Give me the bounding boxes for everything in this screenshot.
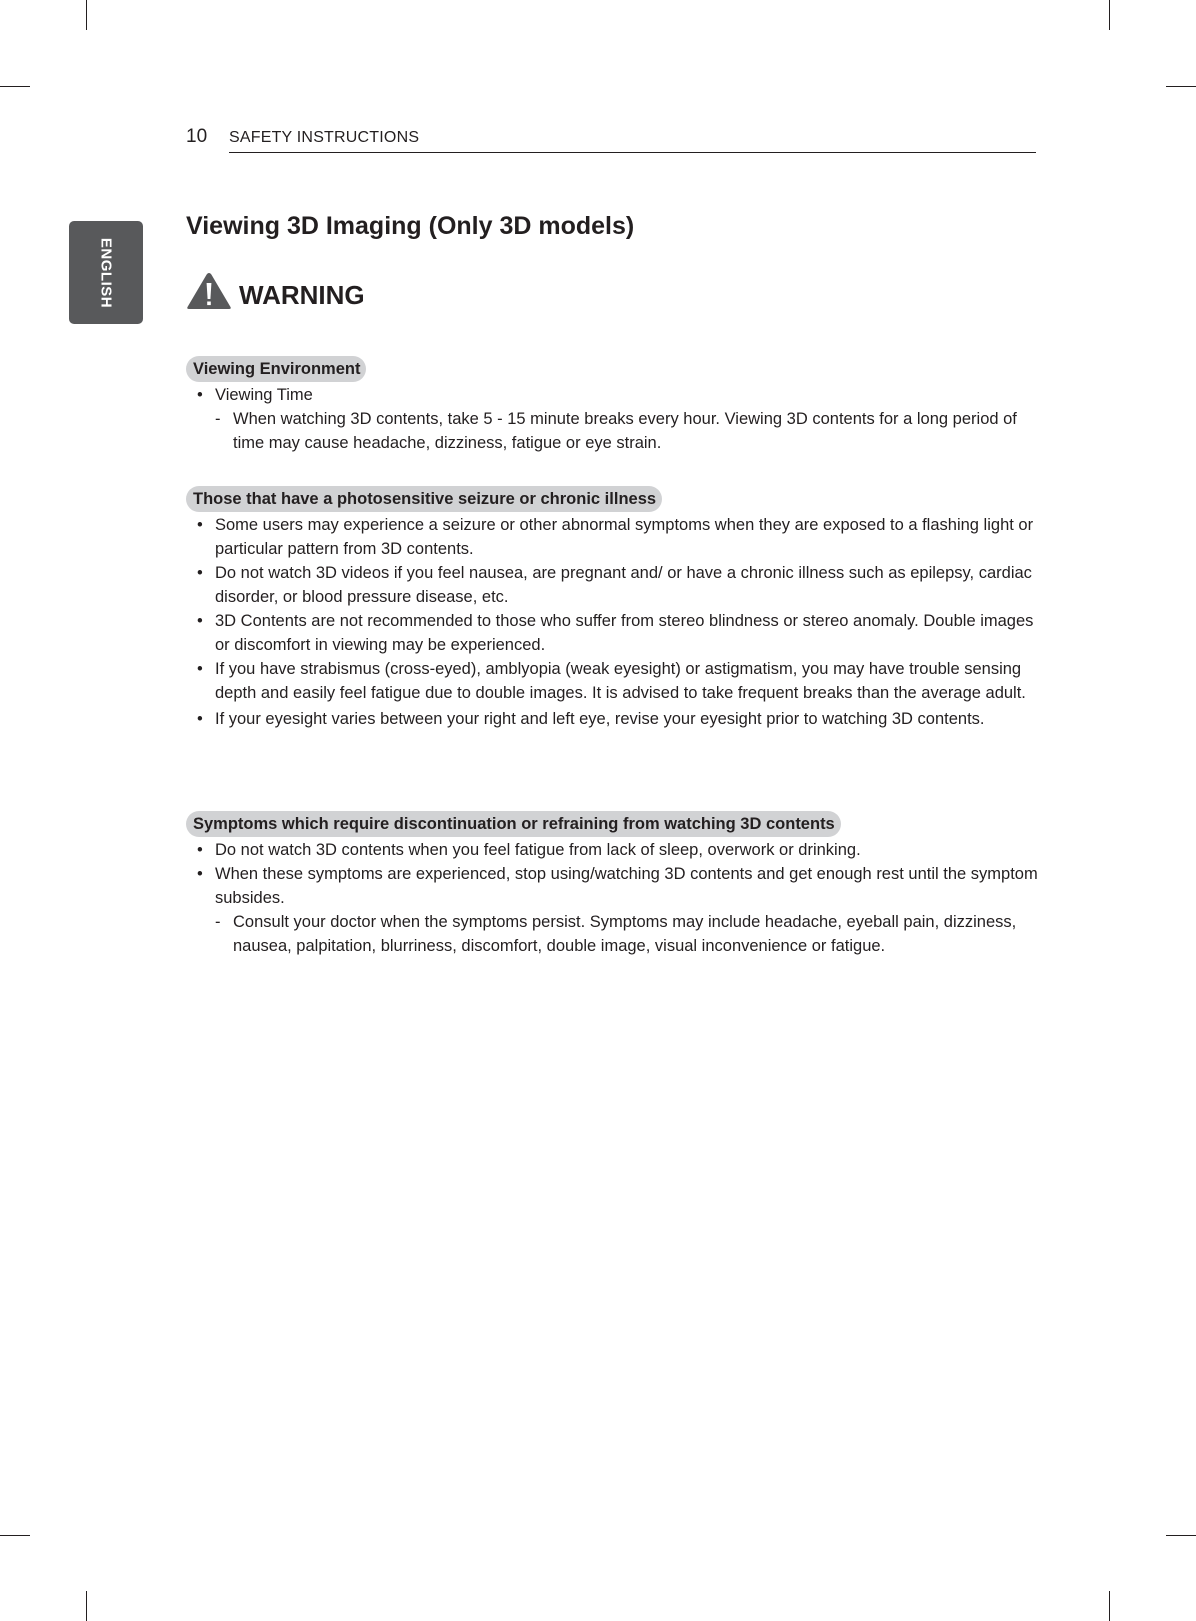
running-title: SAFETY INSTRUCTIONS xyxy=(229,129,420,146)
language-tab xyxy=(69,221,143,324)
section-photosensitive-seizure xyxy=(186,486,1040,733)
crop-mark xyxy=(1166,86,1196,87)
crop-mark xyxy=(1109,0,1110,30)
bullet-list xyxy=(186,838,1040,958)
crop-mark xyxy=(1166,1535,1196,1536)
list-item-text: Viewing Time xyxy=(215,386,313,404)
section-title: Symptoms which require discontinuation or refraining from watching 3D contents xyxy=(186,811,841,837)
bullet-list xyxy=(186,383,1040,455)
list-item: • 3D Contents are not recommended to those who suffer from stereo blindness or stereo anomaly. Double images or discomfort in viewing may be experienced. xyxy=(186,609,1040,657)
list-item xyxy=(186,862,1040,958)
warning-triangle-icon xyxy=(186,271,232,311)
header-rule xyxy=(229,152,1036,153)
section-title: Viewing Environment xyxy=(186,356,366,382)
bullet-list xyxy=(186,513,1040,733)
section-symptoms xyxy=(186,811,1040,958)
crop-mark xyxy=(86,1591,87,1621)
list-item: • If your eyesight varies between your right and left eye, revise your eyesight prior to watching 3D contents. xyxy=(186,705,1040,733)
sub-list xyxy=(215,910,1040,958)
page-header xyxy=(186,124,1036,154)
list-item: • Do not watch 3D contents when you feel fatigue from lack of sleep, overwork or drinking. xyxy=(186,838,1040,862)
language-tab-label: ENGLISH xyxy=(97,237,115,308)
list-item: • Do not watch 3D videos if you feel nausea, are pregnant and/ or have a chronic illness such as epilepsy, cardiac disorder, or blood pressure disease, etc. xyxy=(186,561,1040,609)
list-item: • Some users may experience a seizure or other abnormal symptoms when they are exposed to a flashing light or particular pattern from 3D contents. xyxy=(186,513,1040,561)
sub-list-item: - When watching 3D contents, take 5 - 15 minute breaks every hour. Viewing 3D contents for a long period of time may cause headache, dizziness, fatigue or eye strain. xyxy=(215,407,1040,455)
warning-label: WARNING xyxy=(239,279,365,310)
crop-mark xyxy=(86,0,87,30)
crop-mark xyxy=(1109,1591,1110,1621)
warning-heading xyxy=(186,271,365,311)
list-item-text: When these symptoms are experienced, stop using/watching 3D contents and get enough rest until the symptom subsides. xyxy=(215,865,1038,907)
sub-list-item: - Consult your doctor when the symptoms persist. Symptoms may include headache, eyeball pain, dizziness, nausea, palpitation, blurriness, discomfort, double image, visual inconvenience or fatigue. xyxy=(215,910,1040,958)
page-title: Viewing 3D Imaging (Only 3D models) xyxy=(186,212,635,240)
page-number: 10 xyxy=(186,126,208,147)
crop-mark xyxy=(0,86,30,87)
section-viewing-environment xyxy=(186,356,1040,455)
list-item xyxy=(186,383,1040,455)
section-title: Those that have a photosensitive seizure or chronic illness xyxy=(186,486,662,512)
list-item: • If you have strabismus (cross-eyed), amblyopia (weak eyesight) or astigmatism, you may have trouble sensing depth and easily feel fatigue due to double images. It is advised to take frequent breaks than the average adult. xyxy=(186,657,1040,705)
sub-list xyxy=(215,407,1040,455)
crop-mark xyxy=(0,1535,30,1536)
